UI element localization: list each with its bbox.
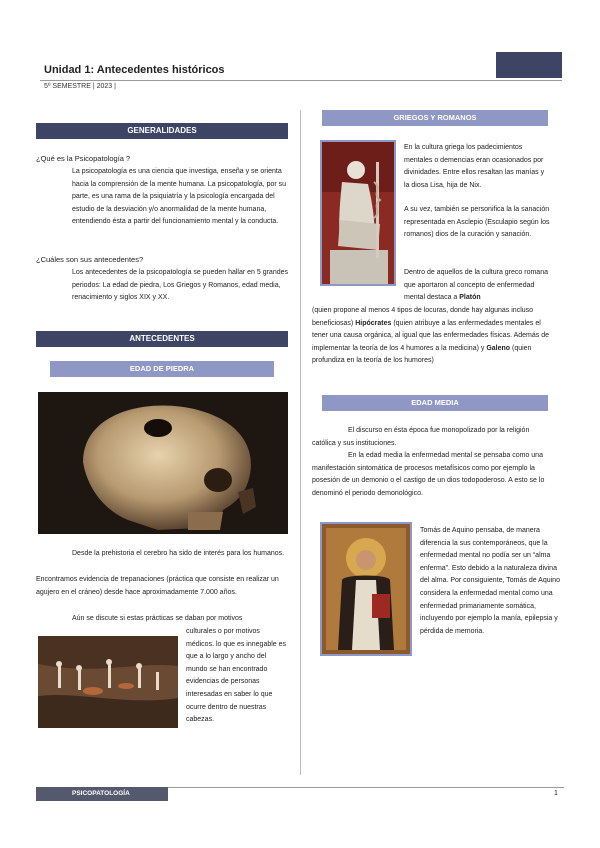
greco-roman-intro-text: Dentro de aquellos de la cultura greco romana que aportaron al concepto de enfermedad mental destaca a [404, 269, 548, 302]
galeno-name: Galeno [486, 344, 511, 352]
subheading-edad-media: EDAD MEDIA [322, 395, 548, 411]
unit-title: Unidad 1: Antecedentes históricos [44, 64, 225, 76]
paragraph-debate-start: Aún se discute si estas prácticas se daban por motivos [72, 615, 243, 622]
asclepius-statue-image [320, 140, 396, 286]
answer-antecedents: Los antecedentes de la psicopatología se pueden hallar en 5 grandes periodos: La edad de piedra, Los Griegos y Romanos, edad media, renacimiento y siglos XIX y XX. [72, 269, 288, 302]
thomas-aquinas-painting-image [320, 522, 412, 656]
paragraph-greek-divinities: En la cultura griega los padecimientos mentales o demencias eran ocasionados por divinidades. Entre ellos resaltan las manías y la diosa Lisa, hija de Nix. [404, 144, 545, 189]
answer-what-is: La psicopatología es una ciencia que investiga, enseña y se orienta hacia la comprensión de la mente humana. La psicopatología, por su parte, es una rama de la psiquiatría y la psicología encargada del estudio de la desviación y/o anormalidad de la mente humana, entendiendo ésta a partir del funcionamiento mental y la conducta. [72, 168, 287, 226]
paragraph-debate-rest: culturales o por motivos médicos. lo que es innegable es que a lo largo y ancho del mundo se han encontrado evidencias de personas interesadas en saber lo que ocurre dentro de nuestras cabezas. [186, 628, 287, 724]
semester-label: 5º SEMESTRE | 2023 | [44, 83, 116, 90]
page-number: 1 [554, 790, 558, 797]
question-antecedents: ¿Cuáles son sus antecedentes? [36, 255, 144, 264]
paragraph-greco-roman-intro [404, 267, 550, 305]
section-heading-antecedentes: ANTECEDENTES [36, 331, 288, 347]
hipocrates-description: (quien atribuye a las enfermedades mentales el tener una causa orgánica, al igual que las enfermedades físicas. Además de implementar la teoría de los 4 humores a la medicina) y [312, 319, 549, 352]
paragraph-trepanation: Encontramos evidencia de trepanaciones (práctica que consiste en realizar un agujero en el cráneo) desde hace aproximadamente 7.000 años. [36, 576, 279, 596]
paragraph-asclepius: A su vez, también se personifica la la sanación representada en Asclepio (Esculapio según los romanos) dios de la curación y sanación. [404, 206, 550, 239]
galeno-description: (quien profundiza en la teoría de los humores) [312, 344, 532, 365]
cave-painting-image [38, 636, 178, 728]
paragraph-catholic-discourse: El discurso en ésta época fue monopolizado por la religión católica y sus instituciones. [312, 427, 530, 447]
header-divider [40, 80, 562, 81]
paragraph-demonological-period: En la edad media la enfermedad mental se pensaba como una manifestación sintomática de procesos metafísicos como por ejemplo la posesión de un demonio o el castigo de un dios todopoderoso. A esto se lo denominó el periodo demonológico. [312, 452, 545, 497]
trepanned-skull-image [38, 392, 288, 534]
hipocrates-name: Hipócrates [355, 319, 392, 327]
paragraph-greco-roman-figures [312, 305, 552, 368]
column-divider [300, 110, 301, 775]
paragraph-prehistory: Desde la prehistoria el cerebro ha sido de interés para los humanos. [72, 550, 285, 557]
platon-name: Platón [459, 294, 481, 302]
question-what-is: ¿Qué es la Psicopatología ? [36, 154, 131, 163]
paragraph-thomas-aquinas: Tomás de Aquino pensaba, de manera diferencia la sus contemporáneos, que la enfermedad mental no podía ser un “alma enferma”. Esto debido a la naturaleza divina del alma. Por consiguiente, Tomás de Aquino considera la enfermedad mental como una enfermedad primariamente somática, incluyendo por ejemplo la manía, epilepsia y pérdida de memoria. [420, 527, 560, 635]
section-heading-generalidades: GENERALIDADES [36, 123, 288, 139]
platon-description: (quien propone al menos 4 tipos de locuras, donde hay algunas incluso beneficiosas) [312, 307, 534, 327]
subheading-edad-de-piedra: EDAD DE PIEDRA [50, 361, 274, 377]
header-corner-box [496, 52, 562, 78]
subheading-griegos-y-romanos: GRIEGOS Y ROMANOS [322, 110, 548, 126]
footer-course-label: PSICOPATOLOGÍA [36, 787, 168, 801]
